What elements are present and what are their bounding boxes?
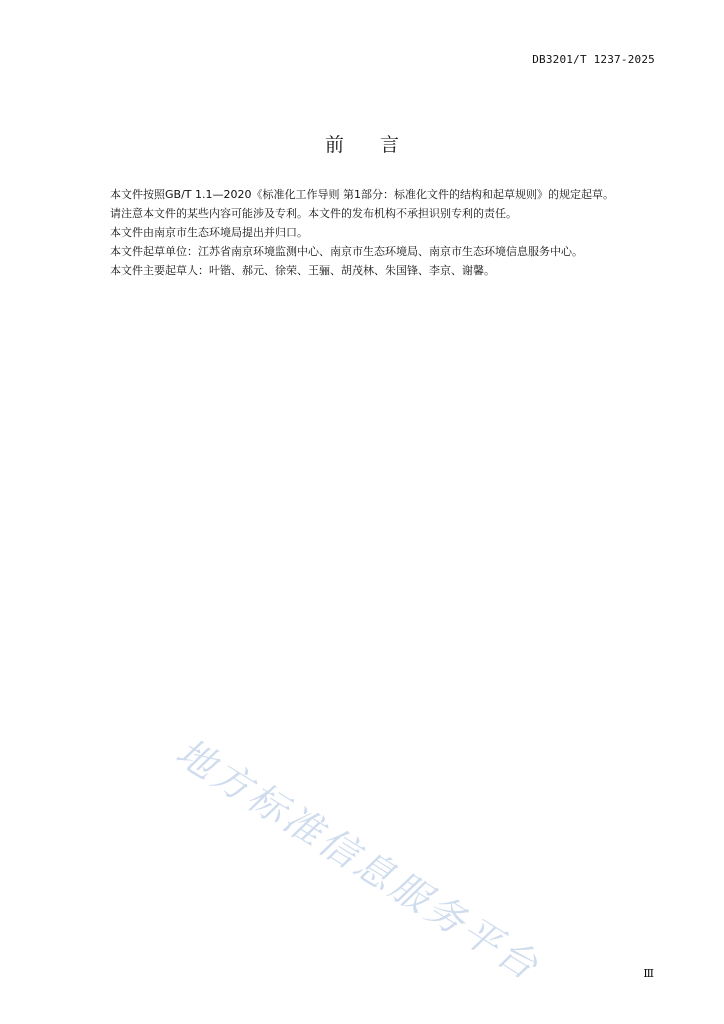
watermark: 地方标准信息服务平台 xyxy=(168,729,548,990)
paragraph-patent-notice: 请注意本文件的某些内容可能涉及专利。本文件的发布机构不承担识别专利的责任。 xyxy=(110,207,517,220)
page-title: 前言 xyxy=(324,134,435,156)
paragraph-drafters: 本文件主要起草人：叶锴、郝元、徐荣、王骊、胡茂林、朱国锋、李京、谢馨。 xyxy=(110,264,495,277)
page-number: Ⅲ xyxy=(643,967,654,980)
paragraph-drafting-units: 本文件起草单位：江苏省南京环境监测中心、南京市生态环境局、南京市生态环境信息服务中心。 xyxy=(110,245,583,258)
paragraph-standard-basis: 本文件按照GB/T 1.1—2020《标准化工作导则 第1部分：标准化文件的结构和起草规则》的规定起草。 xyxy=(110,188,614,201)
paragraph-proposer: 本文件由南京市生态环境局提出并归口。 xyxy=(110,226,308,239)
foreword-body xyxy=(87,185,659,280)
document-code: DB3201/T 1237-2025 xyxy=(532,53,655,66)
